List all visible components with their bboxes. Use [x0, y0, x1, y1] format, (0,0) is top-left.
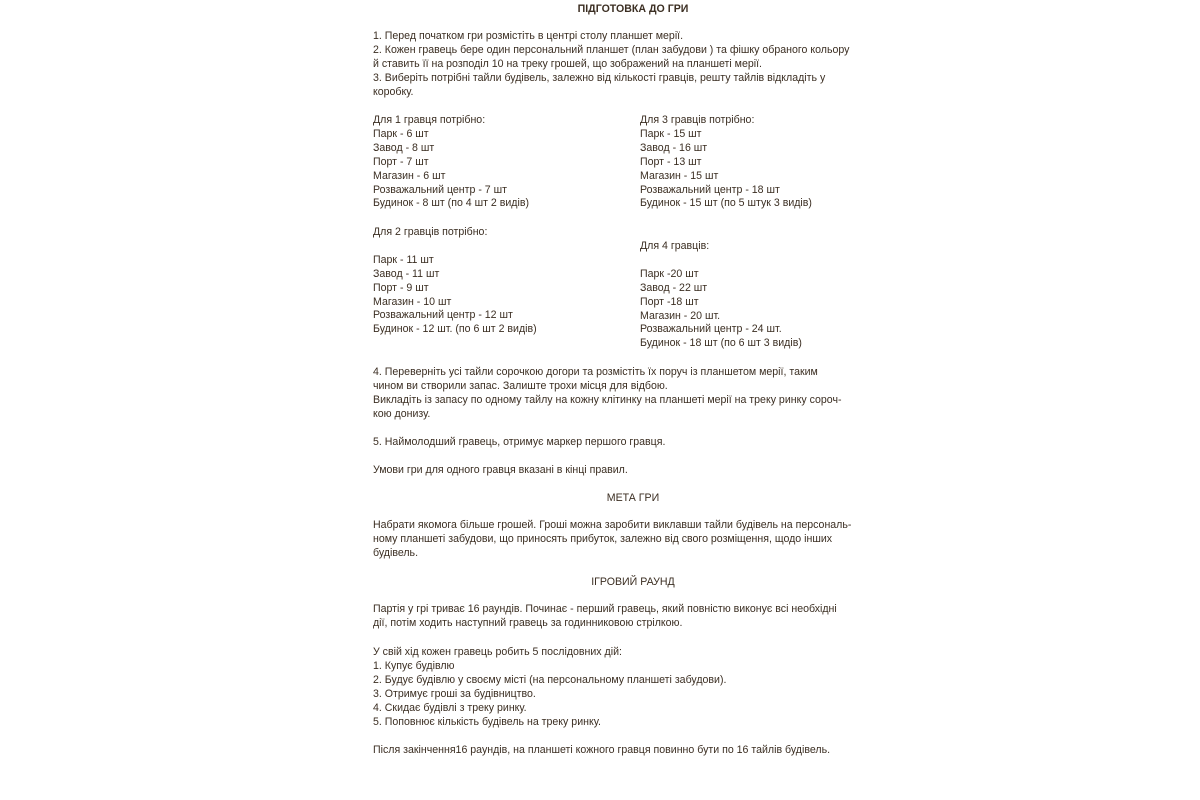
setup-intro-line: 3. Виберіть потрібні тайли будівель, залежно від кількості гравців, решту тайлів відкладіть у: [373, 71, 826, 84]
list-item: Порт - 9 шт: [373, 281, 429, 294]
list-item: Парк - 11 шт: [373, 253, 434, 266]
players-4-list: [640, 240, 880, 351]
list-item: Розважальний центр - 7 шт: [373, 183, 507, 196]
setup-intro: [373, 30, 893, 100]
setup-step-4-line: 4. Переверніть усі тайли сорочкою догори та розмістіть їх поруч із планшетом мерії, таким: [373, 366, 818, 378]
players-1-list: [373, 114, 613, 211]
goal-text: [373, 519, 893, 561]
round-intro-line: Партія у грі триває 16 раундів. Починає - перший гравець, який повністю виконує всі необхідні: [373, 603, 837, 615]
list-item: Розважальний центр - 24 шт.: [640, 323, 782, 336]
round-intro-line: дії, потім ходить наступний гравець за годинниковою стрілкою.: [373, 616, 683, 629]
solo-note: Умови гри для одного гравця вказані в кінці правил.: [373, 464, 628, 476]
players-4-heading: Для 4 гравців:: [640, 240, 710, 252]
setup-intro-line: 1. Перед початком гри розмістіть в центрі столу планшет мерії.: [373, 30, 684, 42]
list-item: 2. Будує будівлю у своєму місті (на персональному планшеті забудови).: [373, 673, 727, 686]
list-item: Будинок - 12 шт. (по 6 шт 2 видів): [373, 323, 537, 336]
list-item: Будинок - 18 шт (по 6 шт 3 видів): [640, 337, 802, 350]
goal-line: будівель.: [373, 546, 419, 559]
list-item: Магазин - 10 шт: [373, 295, 452, 308]
list-item: Будинок - 8 шт (по 4 шт 2 видів): [373, 197, 529, 210]
round-title: ІГРОВИЙ РАУНД: [591, 576, 675, 588]
players-1-heading: Для 1 гравця потрібно:: [373, 114, 486, 126]
list-item: Парк -20 шт: [640, 267, 699, 280]
setup-intro-line: й ставить її на розподіл 10 на треку грошей, що зображений на планшеті мерії.: [373, 57, 762, 70]
setup-step-5: 5. Наймолодший гравець, отримує маркер першого гравця.: [373, 436, 666, 448]
list-item: Завод - 16 шт: [640, 141, 708, 154]
goal-title: МЕТА ГРИ: [606, 492, 660, 504]
list-item: Розважальний центр - 12 шт: [373, 309, 513, 322]
list-item: Завод - 8 шт: [373, 141, 435, 154]
players-2-list: [373, 226, 613, 337]
list-item: Порт - 7 шт: [373, 155, 429, 168]
list-item: Магазин - 20 шт.: [640, 309, 721, 322]
list-item: Розважальний центр - 18 шт: [640, 183, 780, 196]
setup-intro-line: 2. Кожен гравець бере один персональний планшет (план забудови ) та фішку обраного кольору: [373, 43, 850, 56]
setup-step-4: [373, 366, 893, 422]
list-item: Порт - 13 шт: [640, 155, 702, 168]
round-intro: [373, 603, 893, 631]
list-item: Парк - 6 шт: [373, 127, 429, 140]
round-actions: [373, 646, 893, 729]
players-3-list: [640, 114, 880, 211]
players-3-heading: Для 3 гравців потрібно:: [640, 114, 755, 126]
setup-step-4-line: Викладіть із запасу по одному тайлу на кожну клітинку на планшеті мерії на треку ринку сороч-: [373, 393, 842, 406]
setup-step-4-line: кою донизу.: [373, 407, 431, 420]
round-actions-heading: У свій хід кожен гравець робить 5 послідовних дій:: [373, 646, 622, 658]
list-item: Магазин - 6 шт: [373, 169, 446, 182]
list-item: 4. Скидає будівлі з треку ринку.: [373, 701, 527, 714]
list-item: Магазин - 15 шт: [640, 169, 719, 182]
list-item: Завод - 22 шт: [640, 281, 708, 294]
setup-title: ПІДГОТОВКА ДО ГРИ: [577, 3, 689, 15]
list-item: Будинок - 15 шт (по 5 штук 3 видів): [640, 197, 812, 210]
setup-step-4-line: чином ви створили запас. Залиште трохи місця для відбою.: [373, 379, 668, 392]
setup-intro-line: коробку.: [373, 85, 414, 98]
goal-line: Набрати якомога більше грошей. Гроші можна заробити виклавши тайли будівель на персональ-: [373, 519, 852, 531]
list-item: Завод - 11 шт: [373, 267, 440, 280]
players-2-heading: Для 2 гравців потрібно:: [373, 226, 488, 238]
round-end-note: Після закінчення16 раундів, на планшеті кожного гравця повинно бути по 16 тайлів будівель.: [373, 744, 831, 756]
list-item: 1. Купує будівлю: [373, 659, 455, 672]
list-item: 3. Отримує гроші за будівництво.: [373, 687, 536, 700]
goal-line: ному планшеті забудови, що приносять прибуток, залежно від свого розміщення, щодо інших: [373, 532, 833, 545]
list-item: Парк - 15 шт: [640, 127, 702, 140]
list-item: 5. Поповнює кількість будівель на треку ринку.: [373, 715, 601, 728]
list-item: Порт -18 шт: [640, 295, 699, 308]
